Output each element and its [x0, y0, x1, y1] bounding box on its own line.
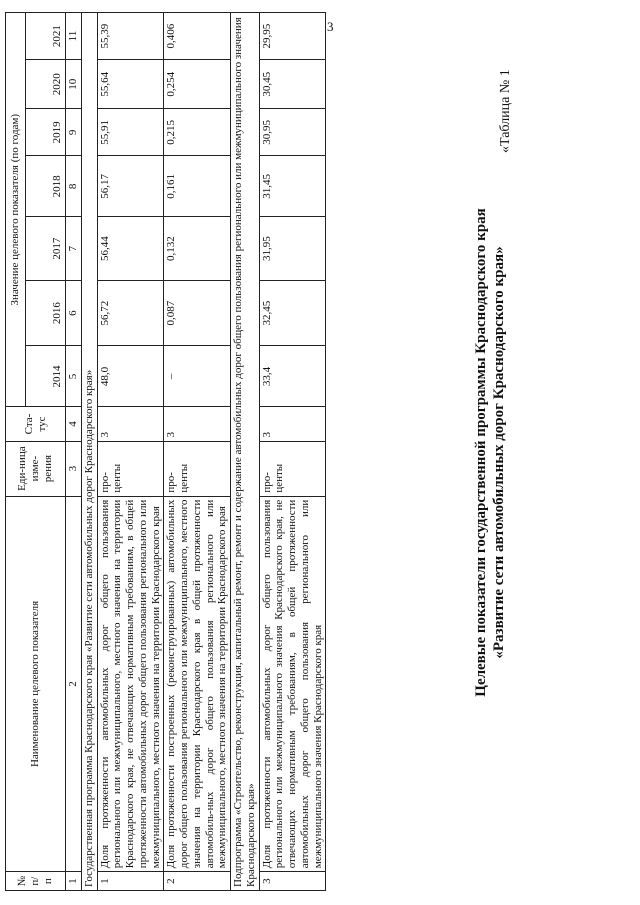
header-year-2016: 2016 [26, 280, 66, 346]
unit-cell: про-центы [259, 441, 326, 496]
header-colnum: 11 [66, 13, 82, 60]
section-program-row: Государственная программа Краснодарского края «Развитие сети автомобильных дорог Краснодарского края» [81, 13, 97, 891]
table-row [259, 13, 326, 891]
header-values-group: Значение целевого показателя (по годам) [6, 13, 26, 407]
value-cell: 33,4 [259, 346, 326, 407]
header-colnum: 2 [66, 496, 82, 872]
value-cell: 0,254 [164, 60, 231, 109]
value-cell: 30,95 [259, 109, 326, 156]
header-colnum: 6 [66, 280, 82, 346]
value-cell: 0,087 [164, 280, 231, 346]
value-cell: 0,215 [164, 109, 231, 156]
header-year-2021: 2021 [26, 13, 66, 60]
status-cell: 3 [97, 407, 164, 441]
table-label: «Таблица № 1 [498, 69, 513, 153]
table-row [164, 13, 231, 891]
header-colnum: 8 [66, 156, 82, 217]
value-cell: 0,132 [164, 217, 231, 280]
value-cell: 0,406 [164, 13, 231, 60]
value-cell: 55,64 [97, 60, 164, 109]
indicator-name: Доля протяженности автомобильных дорог общего пользования регионального или межмуниципального значения Краснодарского края, не отвечающих нормативным требованиям, в общей протяженности автомобильных дорог общего пользования регионального или межмуниципального значения Краснодарского края [259, 496, 326, 872]
header-year-2017: 2017 [26, 217, 66, 280]
value-cell: 56,72 [97, 280, 164, 346]
value-cell: 31,45 [259, 156, 326, 217]
header-name: Наименование целевого показателя [6, 496, 66, 872]
status-cell: 3 [259, 407, 326, 441]
value-cell: 55,91 [97, 109, 164, 156]
indicator-name: Доля протяженности автомобильных дорог общего пользования регионального или межмуниципального, местного значения на территории Краснодарского края, не отвечающих нормативным требованиям, в общей протяженности автомобильных дорог общего пользования регионального или межмуниципального, местного значения на территории Краснодарского края [97, 496, 164, 872]
value-cell: 48,0 [97, 346, 164, 407]
header-colnum: 5 [66, 346, 82, 407]
value-cell: 0,161 [164, 156, 231, 217]
header-unit: Еди-ница изме-рения [6, 441, 66, 496]
value-cell: 31,95 [259, 217, 326, 280]
value-cell: 56,17 [97, 156, 164, 217]
unit-cell: про-центы [97, 441, 164, 496]
value-cell: 55,39 [97, 13, 164, 60]
header-status: Ста-тус [6, 407, 66, 441]
value-cell: – [164, 346, 231, 407]
header-year-2018: 2018 [26, 156, 66, 217]
document-title-line-1: Целевые показатели государственной программы Краснодарского края [473, 208, 489, 697]
value-cell: 30,45 [259, 60, 326, 109]
indicator-name: Доля протяженности построенных (реконструированных) автомобильных дорог общего пользования регионального или межмуниципального, местного значения на территории Краснодарского края в общей протяженности автомобиль-ных дорог общего пользования регионального или межмуниципального, местного значения на территории Краснодарского края [164, 496, 231, 872]
table-row [97, 13, 164, 891]
unit-cell: про-центы [164, 441, 231, 496]
header-year-2020: 2020 [26, 60, 66, 109]
header-year-2014: 2014 [26, 346, 66, 407]
header-colnum: 3 [66, 441, 82, 496]
page-number: 3 [327, 19, 334, 34]
document-title-line-2: «Развитие сети автомобильных дорог Краснодарского края» [491, 246, 507, 659]
value-cell: 29,95 [259, 13, 326, 60]
row-number: 1 [97, 872, 164, 891]
row-number: 3 [259, 872, 326, 891]
status-cell: 3 [164, 407, 231, 441]
header-num: № п/п [6, 872, 66, 891]
header-colnum: 1 [66, 872, 82, 891]
header-colnum: 7 [66, 217, 82, 280]
header-colnum: 4 [66, 407, 82, 441]
value-cell: 32,45 [259, 280, 326, 346]
row-number: 2 [164, 872, 231, 891]
header-colnum: 9 [66, 109, 82, 156]
value-cell: 56,44 [97, 217, 164, 280]
header-year-2019: 2019 [26, 109, 66, 156]
header-colnum: 10 [66, 60, 82, 109]
indicators-table [5, 12, 326, 891]
section-subprogram-row: Подпрограмма «Строительство, реконструкция, капитальный ремонт, ремонт и содержание автомобильных дорог общего пользования регионального или межмуниципального значения Краснодарского края» [231, 13, 260, 891]
